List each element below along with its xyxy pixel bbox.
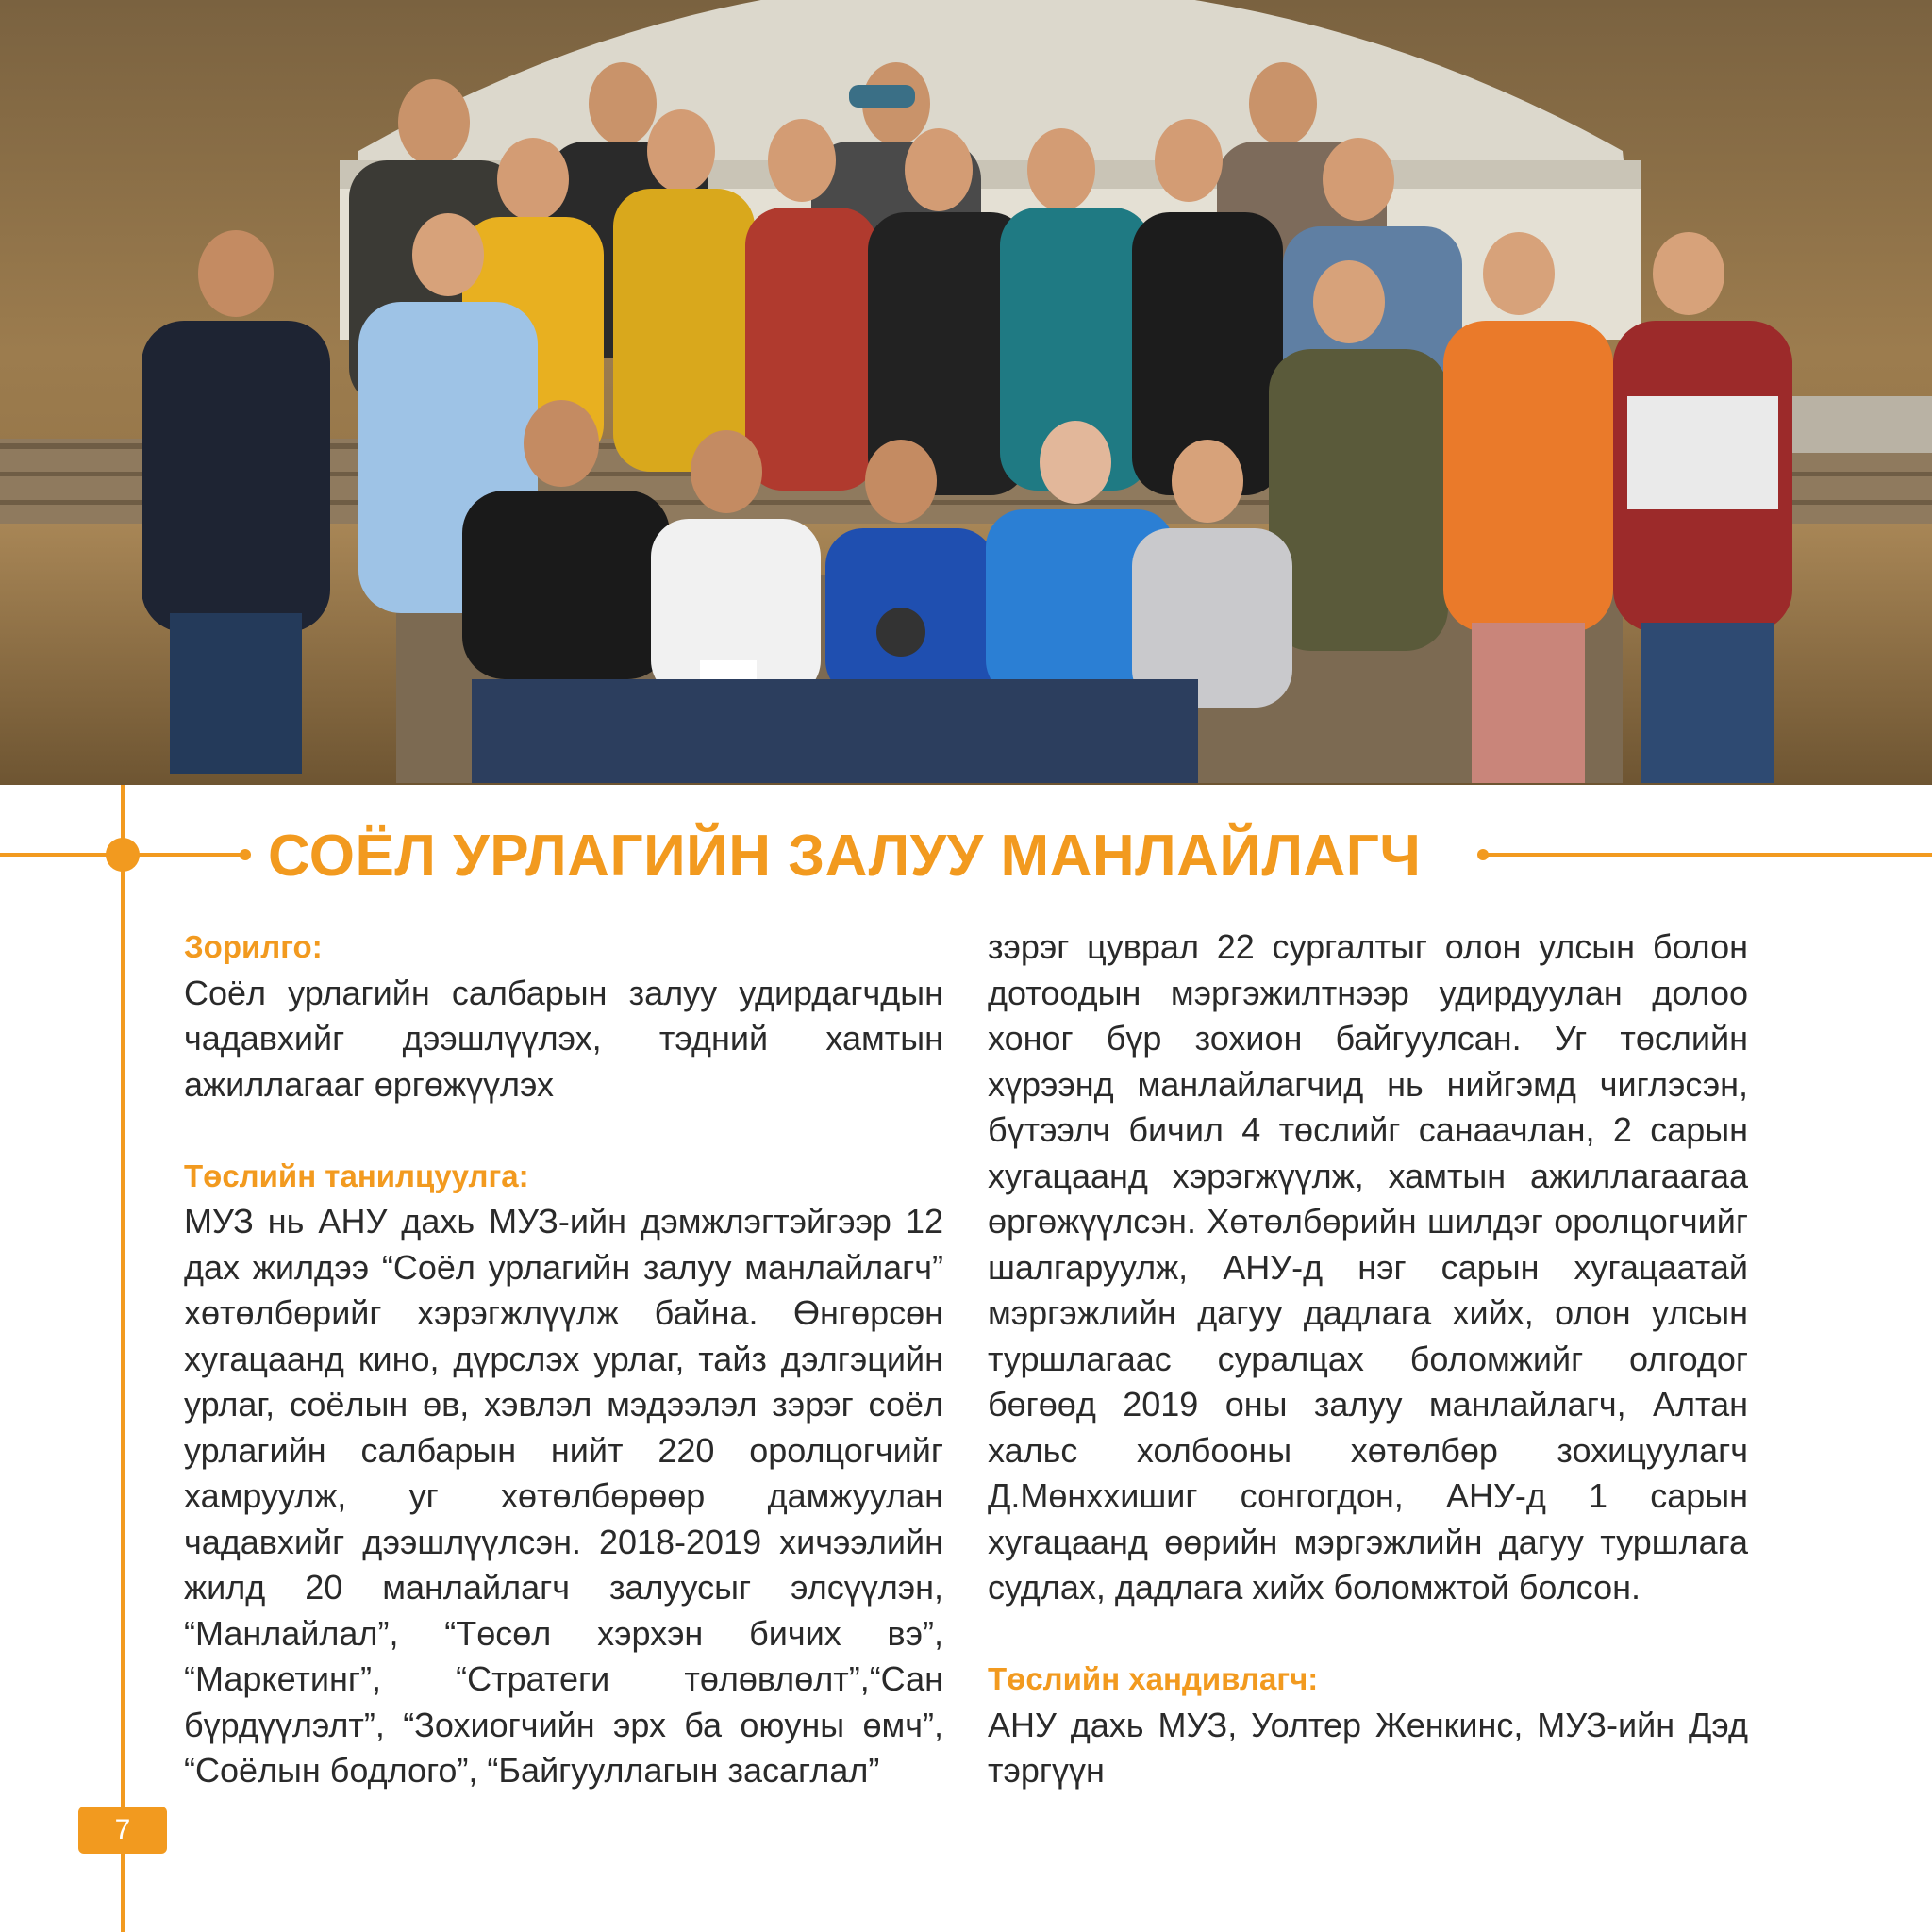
rule-end-dot-left	[240, 849, 251, 860]
left-column	[184, 924, 943, 1794]
intro-text-left: МУЗ нь АНУ дахь МУЗ-ийн дэмжлэгтэйгээр 12 дах жилдээ “Соёл урлагийн залуу манлайлагч” хөтөлбөрийг хэрэгжлүүлж байна. Өнгөрсөн хугацаанд кино, дүрслэх урлаг, тайз дэлгэцийн урлаг, соёлын өв, хэвлэл мэдээлэл зэрэг соёл урлагийн салбарын нийт 220 оролцогчийг хамруулж, уг хөтөлбөрөөр дамжуулан чадавхийг дээшлүүлсэн. 2018-2019 хичээлийн жилд 20 манлайлагч залуусыг элсүүлэн, “Манлайлал”, “Төсөл хэрхэн бичих вэ”, “Маркетинг”, “Стратеги төлөвлөлт”,“Сан бүрдүүлэлт”, “Зохиогчийн эрх ба оюуны өмч”, “Соёлын бодлого”, “Байгууллагын засаглал”	[184, 1202, 943, 1790]
rule-node-dot	[106, 838, 140, 872]
sponsor-text: АНУ дахь МУЗ, Уолтер Женкинс, МУЗ-ийн Дэд тэргүүн	[988, 1705, 1748, 1790]
goal-text: Соёл урлагийн салбарын залуу удирдагчдын чадавхийг дээшлүүлэх, тэдний хамтын ажиллагааг өргөжүүлэх	[184, 973, 943, 1104]
sponsor-heading: Төслийн хандивлагч:	[988, 1661, 1319, 1696]
paragraph-gap	[988, 1611, 1748, 1657]
intro-heading: Төслийн танилцуулга:	[184, 1158, 529, 1193]
group-photo	[0, 0, 1932, 785]
page-number: 7	[78, 1807, 167, 1854]
goal-heading: Зорилго:	[184, 929, 323, 964]
right-column	[988, 924, 1748, 1794]
rule-end-dot-right	[1477, 849, 1489, 860]
paragraph-gap	[184, 1108, 943, 1154]
horizontal-rule-right	[1485, 853, 1932, 857]
intro-text-right: зэрэг цуврал 22 сургалтыг олон улсын болон дотоодын мэргэжилтнээр удирдуулан долоо хоног бүр зохион байгуулсан. Уг төслийн хүрээнд манлайлагчид нь нийгэмд чиглэсэн, бүтээлч бичил 4 төслийг санаачлан, 2 сарын хугацаанд хэрэгжүүлж, хамтын ажиллагаагаа өргөжүүлсэн. Хөтөлбөрийн шилдэг оролцогчийг шалгаруулж, АНУ-д нэг сарын хугацаатай мэргэжлийн дагуу дадлага хийх, олон улсын туршлагаас суралцах боломжийг олгодог бөгөөд 2019 оны залуу манлайлагч, Алтан хальс холбооны хөтөлбөр зохицуулагч Д.Мөнхxишиг сонгогдон, АНУ-д 1 сарын хугацаанд өөрийн мэргэжлийн дагуу туршлага судлах, дадлага хийх боломжтой болсон.	[988, 927, 1748, 1607]
page-title: СОЁЛ УРЛАГИЙН ЗАЛУУ МАНЛАЙЛАГЧ	[268, 824, 1422, 889]
vertical-rule	[121, 785, 125, 1932]
